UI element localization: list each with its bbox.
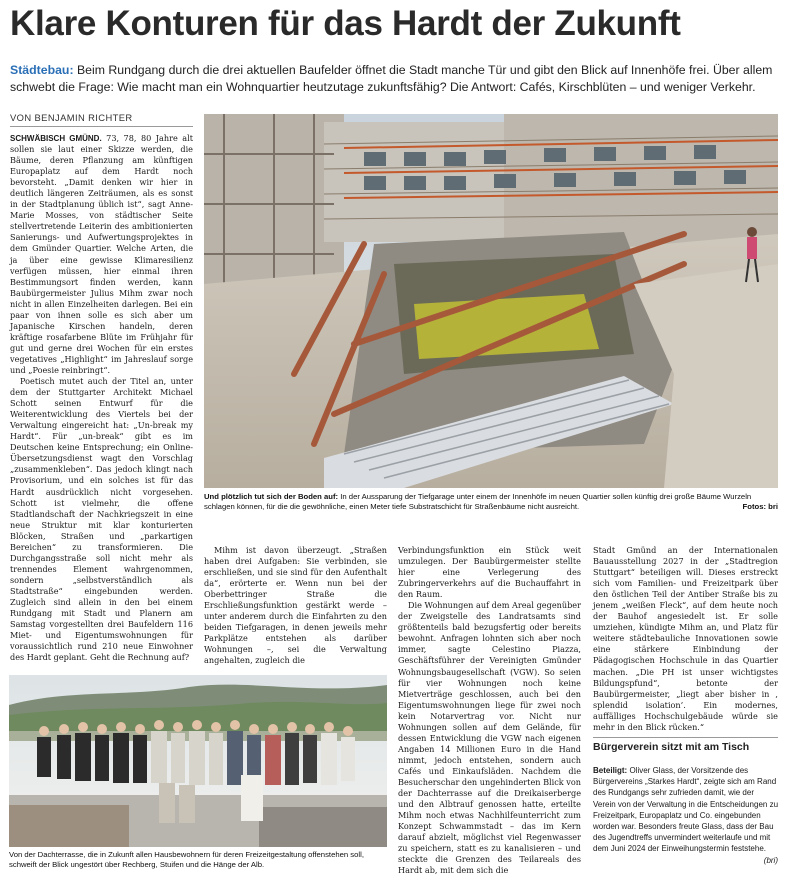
paragraph: Verbindungsfunktion ein Stück weit umzulegen. Der Baubürgermeister stellte hier eine Verlegerung des Zubringerverkehrs auf die Buchauffahrt in den Raum. — [398, 545, 581, 600]
column-1 — [10, 133, 193, 663]
paragraph: Die Wohnungen auf dem Areal gegenüber der Zweigstelle des Landratsamts sind größtenteils bald bezugsfertig oder bereits bewohnt. Anfragen lohnten sich aber noch immer, sagte Celestino Piazza, Geschäftsführer der Vereinigten Gmünder Wohnungsbaugesellschaft (VGW). So seien für vier Wohnungen noch keine Mietverträge geschlossen, auch bei den Eigentumswohnungen liege für zwei noch kein Notarvertrag vor. Nicht nur Wohnungen sollen auf dem Gelände, für dessen Entwicklung die VGW nach eigenen Angaben 14 Millionen Euro in die Hand nimmt, jedoch entstehen, sondern auch Cafés und Einkaufsläden. Nachdem die Besucherschar den ungehinderten Blick von der Dachterrasse auf die Dreikaiserberge und den Albtrauf genossen hatte, erteilte Mihm noch etwas Nachhilfeunterricht zum Konzept Schwammstadt – das im Kern darauf abzielt, möglichst viel Regenwasser zu speichern, statt es zu kanalisieren – und steckte die Grenzen des Teilareals des Hardt ab, mit dem sich die — [398, 600, 582, 876]
photo-bottom-caption: Von der Dachterrasse, die in Zukunft allen Hausbewohnern für deren Freizeitgestaltung offenstehen soll, schweift der Blick ungestört über Rechberg, Stuifen und die Hänge der Alb. — [9, 850, 364, 870]
paragraph: Stadt Gmünd an der Internationalen Bauausstellung 2027 in der „Stadtregion Stuttgart“ beteiligen will. Dieses erstreckt sich vom Familien- und Freizeitpark über den östlichen Teil der Antiber Straße bis zu jenem „weißen Fleck“, auf dem heute noch der Bauhof angesiedelt ist. Er solle umziehen, kündigte Mihm an, und Platz für weitere städtebauliche Innovationen sowie eine stärkere Einbindung der Pädagogischen Hochschule in das Quartier machen. „Die PH ist unser wichtigstes Bildungspfund“, betonte der Baubürgermeister, „liegt aber bisher in , splendid isolation’. Ein modernes, auffälliges Hochschulgebäude würde sie mehr in den Blick rücken.“ — [593, 545, 778, 732]
box-label: Beteiligt: — [593, 766, 628, 775]
box-rule — [593, 737, 778, 738]
box-signature: (bri) — [763, 855, 778, 865]
byline: VON BENJAMIN RICHTER — [10, 112, 133, 123]
paragraph: Poetisch mutet auch der Titel an, unter dem der Stuttgarter Architekt Michael Schott seinen Entwurf für die Weiterentwicklung des Viertels bei der Verwaltung eingereicht hat: „Un-break my Hardt“. Für „un-break“ gibt es im Deutschen keine Entsprechung; ein Online-Übersetzungsdienst wagt den Vorschlag „zusammenkleben“. Das jedoch klingt nach Provisorium, und ein solches ist für das Hardt ausdrücklich nicht vorgesehen. Schott ist vielmehr, die offene Stadtlandschaft der Nachkriegszeit in eine neue Struktur mit klar konturierten Blöcken, Straßen und „parkartigen Bereichen“ zu transformieren. Die Durchgangsstraße soll nicht mehr als trennendes Element wahrgenommen, sondern „selbstverständlich als Stadtstraße“ eingebunden werden. Zugleich sind allein in den bei einem Rundgang mit Stadt und Planern am Samstag vorgestellten drei Baufeldern 116 Miet- und Eigentumswohnungen für voraussichtlich rund 210 neue Einwohner des Hardt geplant. Geht die Rechnung auf? — [10, 376, 193, 663]
paragraph-text: 73, 78, 80 Jahre alt sollen sie laut einer Skizze werden, die Bäume, deren Pflanzung am künftigen Europaplatz auf dem Hardt noch bevorsteht. „Damit denken wir hier in deutlich längeren Zeiträumen, als es sonst in der Stadtplanung üblich ist“, sagt Anne-Marie Mosses, von städtischer Seite stellvertretende Leiterin des ambitionierten Sanierungs- und Aufwertungsprojektes in dem Gmünder Quartier. Welche Arten, die ja über eine gewisse Klimaresilienz verfügen müssen, hier einmal ihren Bestimmungsort finden werden, kann Baubürgermeister Julius Mihm zwar noch nicht in allen Einzelheiten darlegen. Bei ein paar von ihnen solle es sich aber um Japanische Kirschen handeln, deren kräftige rosafarbene Blüte im Frühjahr für gut und gerne drei Wochen für ein erstes vegetatives „Highlight“ im Jahreslauf sorge und „Poesie reinbringt“. — [10, 133, 193, 375]
photo-construction-site — [204, 114, 778, 488]
construction-site-illustration — [204, 114, 778, 488]
caption-text: In der Aussparung der Tiefgarage unter einem der Innenhöfe im neuen Quartier sollen künftig drei große Bäume Wurzeln schlagen können, für die die gewöhnliche, einen Meter tiefe Substratschicht für Straßenbäume nicht ausreicht. — [204, 492, 752, 512]
paragraph — [10, 133, 193, 376]
lede — [10, 62, 780, 96]
paragraph: Mihm ist davon überzeugt. „Straßen haben drei Aufgaben: Sie verbinden, sie erschließen, und sie sind für den Aufenthalt da“, erörterte er. Wenn nun bei der Oberbettringer Straße die Erschließungsfunktion gestärkt werde – unter anderem durch die Einfahrten zu den beiden Tiefgaragen, in denen jeweils mehr Parkplätze entstehen als darüber Wohnungen –, sei die Verwaltung angehalten, zugleich die — [204, 545, 387, 666]
headline: Klare Konturen für das Hardt der Zukunft — [10, 4, 681, 43]
group-photo-illustration — [9, 675, 387, 847]
photo-roof-terrace-group — [9, 675, 387, 847]
photo-top-caption — [204, 492, 778, 513]
box-text — [593, 765, 778, 866]
column-4 — [593, 545, 778, 733]
column-2 — [204, 545, 387, 667]
lede-text: Beim Rundgang durch die drei aktuellen Baufelder öffnet die Stadt manche Tür und gibt den Blick auf Innenhöfe frei. Über allem schwebt die Frage: Wie macht man ein Wohnquartier heutzutage zukunftsfähig? Die Antwort: Cafés, Kirschblüten – und weniger Verkehr. — [10, 63, 773, 94]
dateline: SCHWÄBISCH GMÜND. — [10, 134, 102, 143]
box-heading: Bürgerverein sitzt mit am Tisch — [593, 741, 750, 753]
column-3 — [398, 545, 581, 876]
kicker: Städtebau: — [10, 63, 74, 77]
caption-lead: Und plötzlich tut sich der Boden auf: — [204, 492, 339, 501]
byline-rule — [10, 126, 193, 127]
photo-credit: Fotos: bri — [742, 502, 778, 512]
box-body: Oliver Glass, der Vorsitzende des Bürgervereins „Starkes Hardt“, zeigte sich am Rand des Rundgangs sehr zufrieden damit, wie der Verein von der Verwaltung in die Entscheidungen zu Freizeitpark, Europaplatz und Co. eingebunden worden war. Besonders freute Glass, dass der Bau des Jugendtreffs unvermindert weiterlaufe und mit dem Juni 2024 der Einweihungstermin feststehe. — [593, 766, 779, 854]
